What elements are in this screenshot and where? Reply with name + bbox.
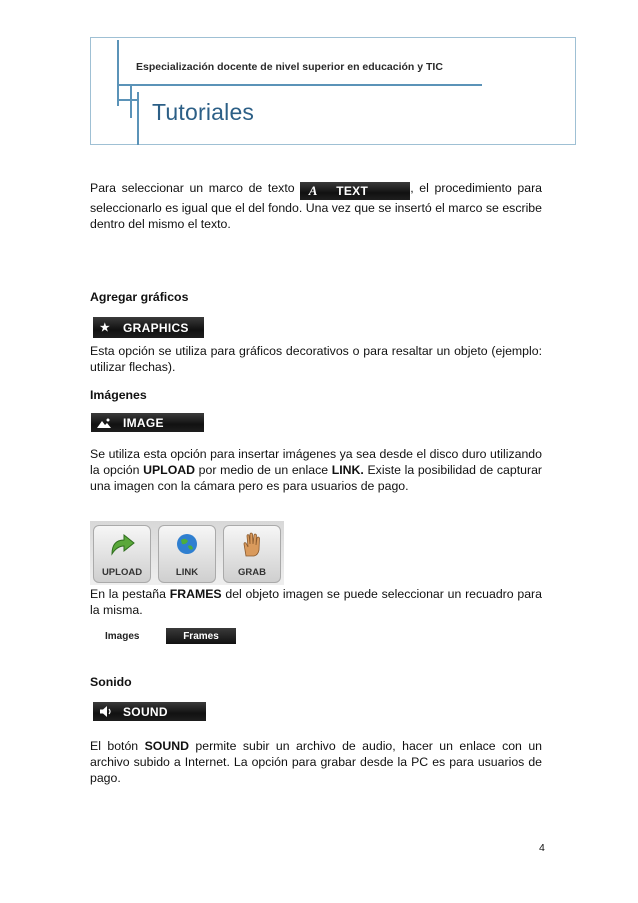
paragraph-sound <box>90 738 542 786</box>
header-subtitle: Especialización docente de nivel superior en educación y TIC <box>136 61 443 73</box>
paragraph-images-text: por medio de un enlace <box>195 463 332 477</box>
paragraph-images <box>90 446 542 494</box>
sound-button-label: SOUND <box>123 704 168 719</box>
tab-images: Images <box>105 631 140 642</box>
paragraph-frames-text: En la pestaña <box>90 587 170 601</box>
hand-icon <box>224 532 280 564</box>
paragraph-images-text: Existe la posibilidad de capturar una imagen con la cámara pero es para usuarios de pago. <box>90 463 543 493</box>
globe-icon <box>159 532 215 562</box>
sound-button <box>93 702 206 721</box>
text-button <box>300 182 410 200</box>
paragraph-images-text: Se utiliza esta opción para insertar imágenes ya sea desde el disco duro utilizando la opción <box>90 447 542 477</box>
text-button-label: TEXT <box>336 184 369 198</box>
graphics-button <box>93 317 204 338</box>
grab-button <box>223 525 281 583</box>
banner-decoration <box>130 85 132 118</box>
image-landscape-icon <box>97 418 111 428</box>
paragraph-sound-text: El botón <box>90 739 145 753</box>
speaker-icon <box>99 706 113 717</box>
banner-decoration <box>117 40 119 106</box>
image-source-buttons <box>90 521 284 585</box>
banner-decoration <box>117 99 139 101</box>
link-keyword: LINK. <box>331 463 364 477</box>
paragraph-frames-text: del objeto imagen se puede seleccionar un recuadro para la misma. <box>90 587 542 617</box>
tab-frames: Frames <box>166 628 236 644</box>
text-a-icon: A <box>308 183 318 198</box>
paragraph-text-end: , el procedimiento para seleccionarlo es igual que el del fondo. Una vez que se insertó el marco se escribe dentro del mismo el texto. <box>90 181 543 231</box>
upload-button <box>93 525 151 583</box>
upload-button-label: UPLOAD <box>101 567 143 578</box>
banner-decoration <box>117 84 482 86</box>
paragraph-graphics: Esta opción se utiliza para gráficos decorativos o para resaltar un objeto (ejemplo: utilizar flechas). <box>90 344 542 374</box>
page-title: Tutoriales <box>152 99 255 125</box>
heading-graphics: Agregar gráficos <box>90 290 189 304</box>
image-button-label: IMAGE <box>123 415 164 430</box>
sound-keyword: SOUND <box>144 739 189 753</box>
grab-button-label: GRAB <box>238 567 266 578</box>
link-button <box>158 525 216 583</box>
page-number: 4 <box>539 842 545 854</box>
graphics-button-label: GRAPHICS <box>123 320 189 335</box>
paragraph-sound-text: permite subir un archivo de audio, hacer un enlace con un archivo subido a Internet. La opción para grabar desde la PC es para usuarios de pago. <box>90 739 542 785</box>
header-banner <box>90 37 576 145</box>
image-button <box>91 413 204 432</box>
paragraph-frames <box>90 586 542 618</box>
heading-sound: Sonido <box>90 675 132 689</box>
paragraph-text-start: Para seleccionar un marco de texto <box>90 181 295 195</box>
link-button-label: LINK <box>175 567 199 578</box>
paragraph-text <box>90 180 542 232</box>
star-icon: ★ <box>99 322 111 334</box>
upload-arrow-icon <box>94 532 150 562</box>
upload-keyword: UPLOAD <box>143 463 196 477</box>
frames-keyword: FRAMES <box>169 587 222 601</box>
heading-images: Imágenes <box>90 388 147 402</box>
